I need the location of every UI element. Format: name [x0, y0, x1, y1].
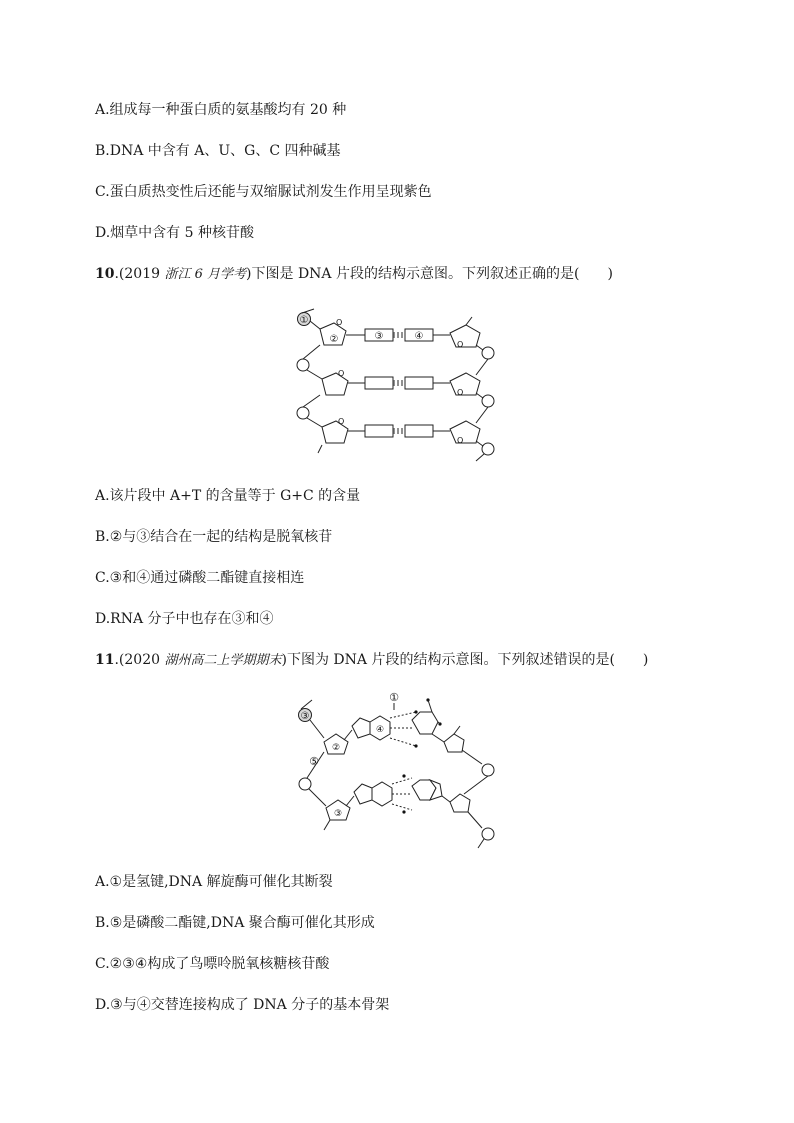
q11-hbond — [392, 804, 412, 810]
q10-base-right — [405, 425, 433, 437]
q11-base-six-ring — [372, 782, 392, 806]
q11-option-a: A.①是氢键,DNA 解旋酶可催化其断裂 — [95, 874, 333, 890]
q10-sugar-right — [450, 373, 480, 395]
q10-bond — [476, 454, 484, 461]
q11-source: 湖州高二上学期期末 — [164, 653, 282, 668]
q11-atom-dot — [402, 774, 405, 777]
q9-option-b: B.DNA 中含有 A、U、G、C 四种碱基 — [95, 143, 341, 159]
q10-sugar-o: O — [336, 318, 343, 327]
q11-hbond — [390, 712, 416, 718]
q11-source-open: .(2020 — [114, 652, 165, 668]
q11-label-3-bottom: ③ — [333, 809, 343, 819]
q10-phosphate-left — [297, 407, 309, 419]
q11-phosphate — [482, 764, 494, 776]
q11-bond — [442, 796, 450, 802]
q10-sugar-right — [450, 421, 480, 443]
q10-sugar-o: O — [338, 417, 345, 426]
q11-bond — [346, 796, 354, 806]
q10-base-right — [405, 377, 433, 389]
q10-label-3: ③ — [374, 331, 384, 342]
q11-phosphate — [482, 828, 494, 840]
q10-bond — [303, 345, 320, 359]
q11-option-c: C.②③④构成了鸟嘌呤脱氧核糖核苷酸 — [95, 956, 330, 972]
q11-bond — [438, 722, 440, 724]
q11-hbond — [390, 738, 416, 746]
q10-phosphate-right — [482, 347, 494, 359]
q11-hbond — [392, 778, 412, 784]
q10-label-4: ④ — [414, 331, 424, 342]
q10-bond — [318, 445, 322, 453]
q11-option-d: D.③与④交替连接构成了 DNA 分子的基本骨架 — [95, 997, 390, 1013]
q11-bond — [462, 750, 482, 764]
q11-bond — [428, 700, 432, 712]
q11-stem-text: )下图为 DNA 片段的结构示意图。下列叙述错误的是( ) — [281, 652, 649, 668]
q10-phosphate-left — [297, 359, 309, 371]
q11-stem — [95, 651, 648, 670]
q11-atom-dot — [402, 810, 405, 813]
q10-bond — [302, 309, 314, 313]
q11-bond — [310, 720, 324, 738]
q11-sugar — [444, 734, 464, 752]
q11-phosphate — [299, 778, 311, 790]
q10-sugar-o: O — [338, 369, 345, 378]
q10-bond — [307, 370, 322, 379]
q11-bond — [324, 820, 330, 830]
q10-label-2: ② — [329, 334, 339, 345]
q10-sugar-o: O — [457, 436, 464, 445]
q10-phosphate-right — [482, 395, 494, 407]
q10-sugar-o: O — [457, 388, 464, 397]
q11-option-b: B.⑤是磷酸二酯键,DNA 聚合酶可催化其形成 — [95, 915, 375, 931]
q11-dna-figure — [292, 688, 502, 853]
q11-base-six-ring — [412, 712, 438, 734]
q9-option-d: D.烟草中含有 5 种核苷酸 — [95, 225, 254, 241]
q11-bond — [464, 776, 488, 794]
q11-label-3: ② — [331, 743, 341, 753]
q10-bond — [466, 317, 472, 325]
q10-bond — [476, 407, 488, 423]
q11-label-4: ③ — [300, 711, 310, 722]
q10-dna-figure — [290, 305, 500, 465]
q10-base-left — [365, 377, 393, 389]
q11-bond — [454, 726, 460, 734]
q10-sugar-right — [450, 325, 480, 347]
q10-option-c: C.③和④通过磷酸二酯键直接相连 — [95, 570, 305, 586]
q10-option-d: D.RNA 分子中也存在③和④ — [95, 611, 274, 627]
q10-bond — [476, 441, 483, 446]
q11-bond — [309, 789, 326, 806]
q10-option-a: A.该片段中 A+T 的含量等于 G+C 的含量 — [95, 488, 361, 504]
q11-atom-dot — [414, 710, 417, 713]
q11-atom-dot — [414, 744, 417, 747]
q10-bond — [476, 359, 488, 375]
q11-bond — [301, 700, 312, 709]
q11-bond — [478, 839, 484, 848]
q11-bond — [344, 730, 352, 740]
q10-bond — [303, 395, 320, 407]
q10-number: 10 — [95, 266, 115, 282]
q10-bond — [310, 321, 320, 329]
q11-bond — [468, 812, 482, 828]
q9-option-c: C.蛋白质热变性后还能与双缩脲试剂发生作用呈现紫色 — [95, 184, 432, 200]
q10-bond — [476, 393, 483, 398]
q10-stem-text: )下图是 DNA 片段的结构示意图。下列叙述正确的是( ) — [246, 266, 613, 282]
q11-sugar — [450, 794, 470, 812]
q10-stem — [95, 265, 613, 284]
q9-option-a: A.组成每一种蛋白质的氨基酸均有 20 种 — [95, 102, 347, 118]
q11-base-five-ring — [354, 784, 372, 804]
q10-label-1: ① — [299, 315, 309, 326]
q10-bond — [307, 418, 322, 427]
q10-option-b: B.②与③结合在一起的结构是脱氧核苷 — [95, 529, 333, 545]
q10-sugar-o: O — [457, 340, 464, 349]
q11-label-2: ④ — [375, 725, 385, 735]
q10-bond — [476, 345, 483, 350]
q11-label-5: ⑤ — [309, 755, 319, 768]
q10-phosphate-right — [482, 443, 494, 455]
q10-base-left — [365, 425, 393, 437]
q11-number: 11 — [95, 652, 115, 668]
q11-label-1: ① — [389, 691, 399, 704]
q10-source-open: .(2019 — [114, 266, 165, 282]
q11-base-five-ring — [352, 718, 370, 738]
q11-bond — [432, 734, 444, 742]
q10-source: 浙江 6 月学考 — [164, 267, 247, 282]
